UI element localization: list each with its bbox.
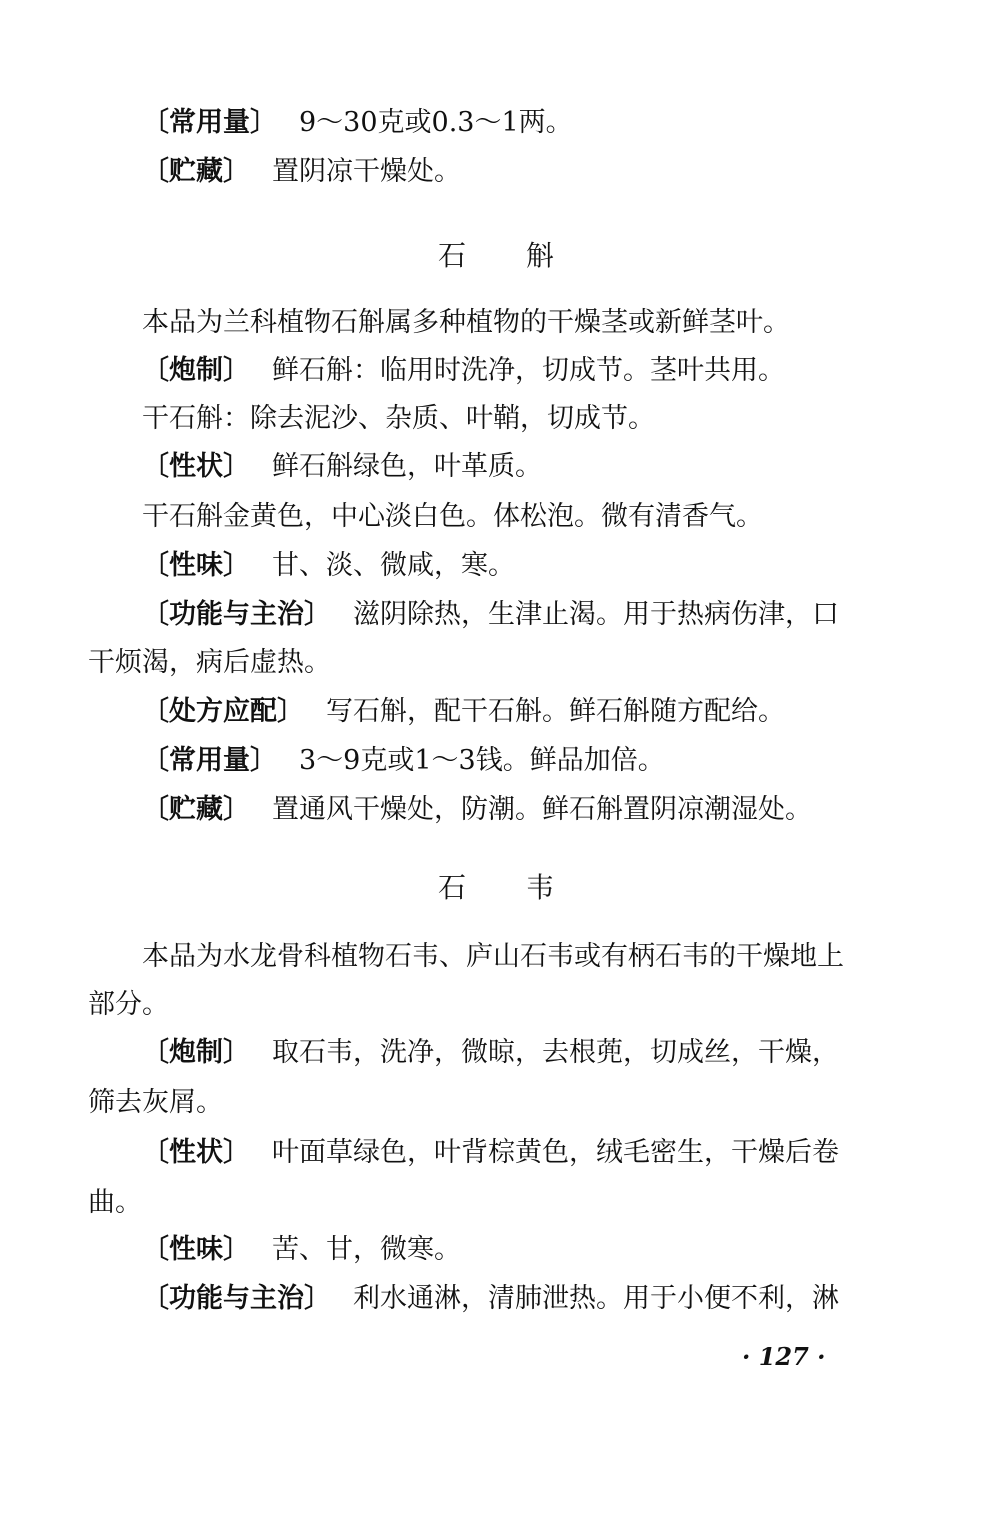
shihu-appearance-text: 鲜石斛绿色，叶革质。 (272, 451, 542, 482)
shihu-processing2: 干石斛：除去泥沙、杂质、叶鞘，切成节。 (142, 403, 655, 434)
shiwei-intro: 本品为水龙骨科植物石韦、庐山石韦或有柄石韦的干燥地上 (142, 941, 844, 972)
shihu-intro: 本品为兰科植物石斛属多种植物的干燥茎或新鲜茎叶。 (142, 307, 790, 338)
shiwei-processing-line (142, 1036, 839, 1070)
shihu-dosage-line (142, 744, 665, 778)
shiwei-appearance-text: 叶面草绿色，叶背棕黄色，绒毛密生，干燥后卷 (272, 1137, 839, 1168)
prev-storage-text: 置阴凉干燥处。 (272, 156, 461, 187)
shihu-dosage-label: 〔常用量〕 (142, 745, 277, 776)
shihu-taste-line (142, 549, 515, 583)
shiwei-function-text: 利水通淋，清肺泄热。用于小便不利，淋 (353, 1283, 839, 1314)
shihu-function-line (142, 598, 839, 632)
shiwei-intro2: 部分。 (88, 989, 169, 1020)
shihu-title: 石斛 (437, 239, 614, 272)
shiwei-appearance-label: 〔性状〕 (142, 1137, 250, 1168)
shihu-appearance-line (142, 450, 542, 484)
shihu-function2: 干烦渴，病后虚热。 (88, 647, 331, 678)
prev-storage-label: 〔贮藏〕 (142, 156, 250, 187)
shihu-storage-line (142, 793, 812, 827)
shihu-appearance-label: 〔性状〕 (142, 451, 250, 482)
shihu-function-label: 〔功能与主治〕 (142, 599, 331, 630)
shihu-storage-label: 〔贮藏〕 (142, 794, 250, 825)
shiwei-appearance-line (142, 1136, 839, 1170)
prev-dosage-line (142, 106, 573, 140)
shihu-dosage-text: 3～9克或1～3钱。鲜品加倍。 (299, 745, 665, 776)
shihu-taste-text: 甘、淡、微咸，寒。 (272, 550, 515, 581)
shiwei-title: 石韦 (437, 871, 614, 904)
shihu-processing-label: 〔炮制〕 (142, 355, 250, 386)
shihu-prescription-line (142, 695, 785, 729)
shihu-function-text: 滋阴除热，生津止渴。用于热病伤津，口 (353, 599, 839, 630)
shiwei-processing-text: 取石韦，洗净，微晾，去根蔸，切成丝，干燥， (272, 1037, 839, 1068)
shihu-storage-text: 置通风干燥处，防潮。鲜石斛置阴凉潮湿处。 (272, 794, 812, 825)
shihu-processing-line (142, 354, 785, 388)
shihu-processing-text: 鲜石斛：临用时洗净，切成节。茎叶共用。 (272, 355, 785, 386)
shihu-appearance2: 干石斛金黄色，中心淡白色。体松泡。微有清香气。 (142, 501, 763, 532)
shihu-prescription-label: 〔处方应配〕 (142, 696, 304, 727)
shiwei-taste-line (142, 1233, 461, 1267)
shihu-taste-label: 〔性味〕 (142, 550, 250, 581)
shiwei-processing2: 筛去灰屑。 (88, 1087, 223, 1118)
prev-dosage-label: 〔常用量〕 (142, 107, 277, 138)
shiwei-taste-text: 苦、甘，微寒。 (272, 1234, 461, 1265)
prev-dosage-text: 9～30克或0.3～1两。 (299, 107, 573, 138)
shiwei-processing-label: 〔炮制〕 (142, 1037, 250, 1068)
shihu-prescription-text: 写石斛，配干石斛。鲜石斛随方配给。 (326, 696, 785, 727)
prev-storage-line (142, 155, 461, 189)
shiwei-appearance2: 曲。 (88, 1187, 142, 1218)
shiwei-function-label: 〔功能与主治〕 (142, 1283, 331, 1314)
shiwei-taste-label: 〔性味〕 (142, 1234, 250, 1265)
shiwei-function-line (142, 1282, 839, 1316)
page-number: · 127 · (742, 1342, 826, 1371)
